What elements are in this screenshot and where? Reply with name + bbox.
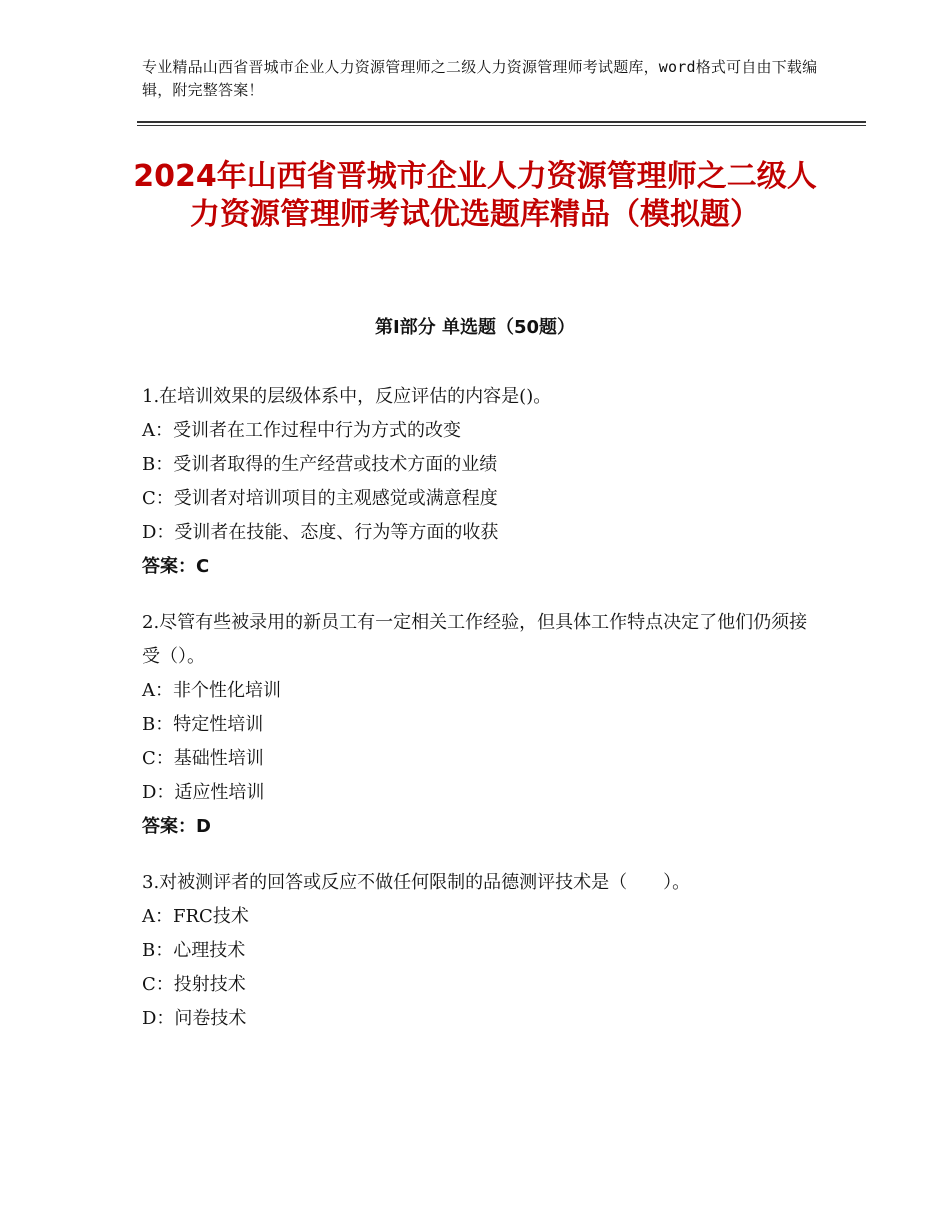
option-b: B：心理技术 <box>142 940 246 961</box>
header-rule-thick <box>137 121 866 123</box>
question-list <box>142 380 822 1058</box>
document-title: 2024年山西省晋城市企业人力资源管理师之二级人力资源管理师考试优选题库精品（模拟题） <box>133 159 817 232</box>
section-title: 第Ⅰ部分 单选题（50题） <box>374 317 575 338</box>
question-stem: 3.对被测评者的回答或反应不做任何限制的品德测评技术是（ ）。 <box>142 872 691 893</box>
question-3 <box>142 866 822 1036</box>
option-c: C：基础性培训 <box>142 748 264 769</box>
option-a: A：非个性化培训 <box>142 680 281 701</box>
option-d: D：受训者在技能、态度、行为等方面的收获 <box>142 522 499 543</box>
question-stem: 1.在培训效果的层级体系中，反应评估的内容是()。 <box>142 386 552 407</box>
question-stem: 2.尽管有些被录用的新员工有一定相关工作经验，但具体工作特点决定了他们仍须接受（）。 <box>142 612 808 667</box>
option-a: A：FRC技术 <box>142 906 249 927</box>
option-c: C：投射技术 <box>142 974 246 995</box>
option-b: B：特定性培训 <box>142 714 264 735</box>
option-c: C：受训者对培训项目的主观感觉或满意程度 <box>142 488 498 509</box>
answer: 答案：D <box>142 816 211 837</box>
answer: 答案：C <box>142 556 210 577</box>
header-note: 专业精品山西省晋城市企业人力资源管理师之二级人力资源管理师考试题库，word格式可自由下载编辑，附完整答案！ <box>142 58 818 99</box>
option-a: A：受训者在工作过程中行为方式的改变 <box>142 420 461 441</box>
question-2 <box>142 606 822 844</box>
header-rule-thin <box>137 125 866 126</box>
option-d: D：适应性培训 <box>142 782 265 803</box>
option-b: B：受训者取得的生产经营或技术方面的业绩 <box>142 454 498 475</box>
option-d: D：问卷技术 <box>142 1008 247 1029</box>
question-1 <box>142 380 822 584</box>
